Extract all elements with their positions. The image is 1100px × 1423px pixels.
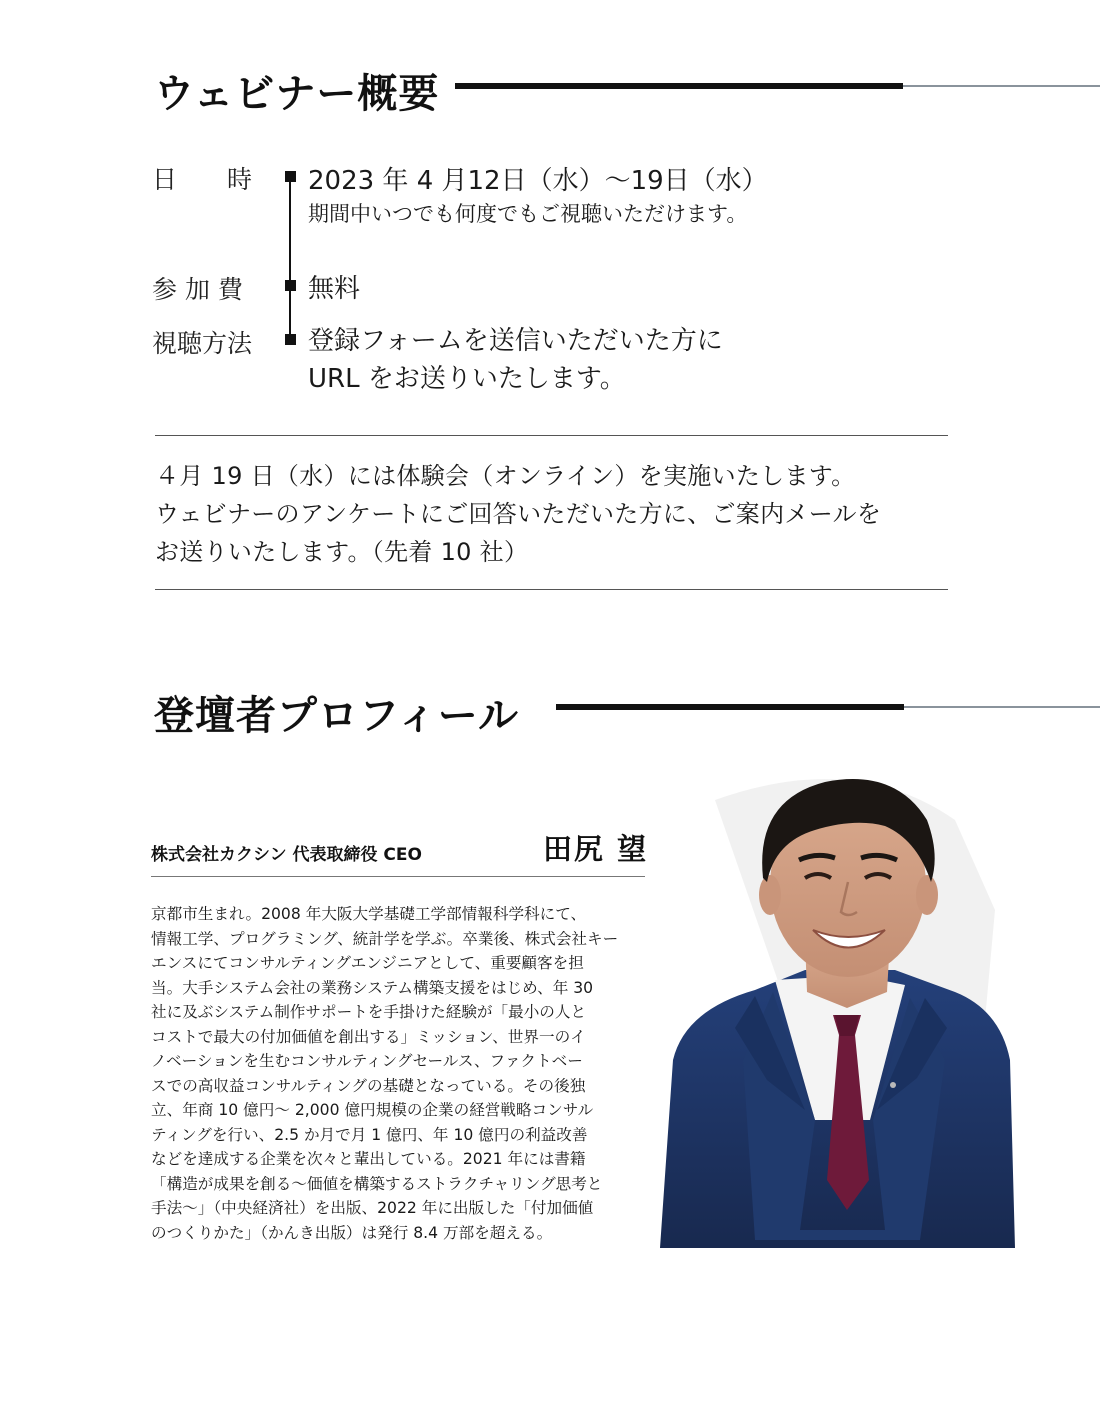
speaker-company-title: 株式会社カクシン 代表取締役 CEO — [151, 845, 422, 865]
bio-line: のつくりかた」（かんき出版）は発行 8.4 万部を超える。 — [151, 1223, 553, 1242]
notice-bottom-rule — [155, 589, 948, 590]
bio-line: 情報工学、プログラミング、統計学を学ぶ。卒業後、株式会社キー — [151, 929, 619, 948]
bullet-marker — [285, 280, 296, 291]
fee-value: 無料 — [308, 274, 361, 304]
heading-rule — [455, 83, 903, 89]
bio-line: 社に及ぶシステム制作サポートを手掛けた経験が「最小の人と — [151, 1003, 587, 1021]
heading-rule-extension — [904, 706, 1100, 708]
speaker-photo — [655, 760, 1045, 1250]
date-label: 日 時 — [152, 165, 253, 194]
name-underline — [151, 876, 645, 877]
date-note: 期間中いつでも何度でもご視聴いただけます。 — [308, 202, 748, 226]
speaker-bio — [151, 902, 618, 1245]
timeline-connector — [289, 176, 291, 340]
notice-line: お送りいたします。（先着 10 社） — [155, 538, 529, 566]
overview-heading: ウェビナー概要 — [154, 71, 440, 117]
notice-top-rule — [155, 435, 948, 436]
bio-line: などを達成する企業を次々と輩出している。2021 年には書籍 — [151, 1150, 586, 1168]
fee-label: 参 加 費 — [152, 275, 243, 304]
bio-line: 当。大手システム会社の業務システム構築支援をはじめ、年 30 — [151, 978, 594, 997]
notice-line: ウェビナーのアンケートにご回答いただいた方に、ご案内メールを — [155, 500, 882, 528]
viewing-method-line: 登録フォームを送信いただいた方に — [308, 326, 723, 356]
bio-line: エンスにてコンサルティングエンジニアとして、重要顧客を担 — [151, 954, 584, 972]
bio-line: コストで最大の付加価値を創出する」ミッション、世界一のイ — [151, 1027, 586, 1046]
speaker-name: 田尻 望 — [543, 832, 649, 866]
bio-line: 京都市生まれ。2008 年大阪大学基礎工学部情報科学科にて、 — [151, 905, 587, 923]
bio-line: 手法〜」（中央経済社）を出版、2022 年に出版した「付加価値 — [151, 1199, 594, 1217]
date-value: 2023 年 4 月12日（水）〜19日（水） — [308, 166, 768, 196]
viewing-method-label: 視聴方法 — [152, 329, 253, 358]
bullet-marker — [285, 171, 296, 182]
bio-line: 「構造が成果を創る〜価値を構築するストラクチャリング思考と — [151, 1174, 603, 1193]
bio-line: ノベーションを生むコンサルティングセールス、ファクトベー — [151, 1052, 583, 1070]
notice-line: ４月 19 日（水）には体験会（オンライン）を実施いたします。 — [155, 462, 856, 490]
heading-rule — [556, 704, 904, 710]
heading-rule-extension — [903, 85, 1100, 87]
bio-line: スでの高収益コンサルティングの基礎となっている。その後独 — [151, 1076, 586, 1095]
profile-heading: 登壇者プロフィール — [154, 693, 519, 739]
viewing-method-line: URL をお送りいたします。 — [308, 364, 626, 394]
bio-line: 立、年商 10 億円〜 2,000 億円規模の企業の経営戦略コンサル — [151, 1101, 594, 1119]
bullet-marker — [285, 334, 296, 345]
bio-line: ティングを行い、2.5 か月で月 1 億円、年 10 億円の利益改善 — [151, 1125, 588, 1144]
